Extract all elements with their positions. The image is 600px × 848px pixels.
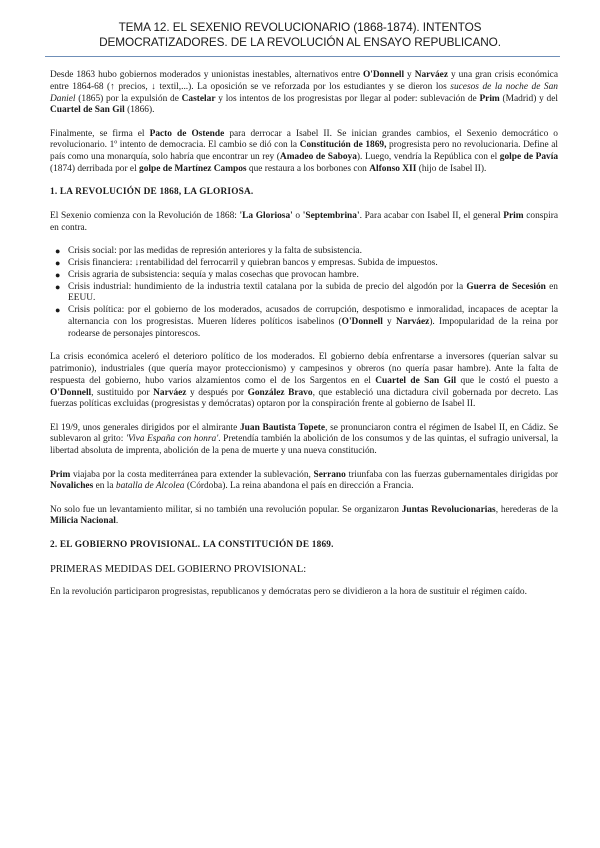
- title-line-1: TEMA 12. EL SEXENIO REVOLUCIONARIO (1868-1874). INTENTOS: [118, 20, 482, 34]
- title-divider: [45, 56, 560, 57]
- document-body: [50, 70, 558, 599]
- bullet-icon: ●: [55, 281, 61, 292]
- bullet-icon: ●: [55, 269, 61, 280]
- bullet-icon: ●: [55, 246, 61, 257]
- subheading-provisional-measures: PRIMERAS MEDIDAS DEL GOBIERNO PROVISIONAL:: [50, 563, 307, 575]
- list-item: ● Crisis financiera: ↓rentabilidad del ferrocarril y quiebran bancos y empresas. Subida de impuestos.: [55, 258, 438, 269]
- paragraph-1: Desde 1863 hubo gobiernos moderados y unionistas inestables, alternativos entre O'Donnell y Narváez y una gran crisis económica entre 1864-68 (↑ precios, ↓ textil,...). La oposición se ve reforzada por los estudiantes y se dieron los sucesos de la noche de San Daniel (1865) por la expulsión de Castelar y los intentos de los progresistas por llegar al poder: sublevación de Prim (Madrid) y del Cuartel de San Gil (1866).: [50, 70, 559, 116]
- paragraph-3: El Sexenio comienza con la Revolución de 1868: 'La Gloriosa' o 'Septembrina'. Para acabar con Isabel II, el general Prim conspira en contra.: [50, 211, 558, 233]
- section-heading-2: 2. EL GOBIERNO PROVISIONAL. LA CONSTITUCIÓN DE 1869.: [50, 539, 334, 550]
- list-item: ● Crisis agraria de subsistencia: sequía y malas cosechas que provocan hambre.: [55, 269, 359, 280]
- paragraph-2: Finalmente, se firma el Pacto de Ostende para derrocar a Isabel II. Se inician grandes cambios, el Sexenio democrático o revolucionario. 1º intento de democracia. El cambio se dió con la Constitución de 1869, progresista pero no revolucionaria. Define al país como una monarquía, solo habría que encontrar un rey (Amadeo de Saboya). Luego, vendría la República con el golpe de Pavía (1874) derribada por el golpe de Martínez Campos que restaura a los borbones con Alfonso XII (hijo de Isabel II).: [50, 128, 559, 175]
- page-title: [40, 20, 560, 50]
- paragraph-7: No solo fue un levantamiento militar, si no también una revolución popular. Se organizaron Juntas Revolucionarias, herederas de la Milicia Nacional.: [50, 504, 559, 527]
- crisis-list: [50, 246, 558, 340]
- section-heading-1: 1. LA REVOLUCIÓN DE 1868, LA GLORIOSA.: [50, 187, 254, 198]
- paragraph-5: El 19/9, unos generales dirigidos por el almirante Juan Bautista Topete, se pronunciaron contra el régimen de Isabel II, en Cádiz. Se sublevaron al grito: 'Viva España con honra'. Pretendía también la abolición de los consumos y de las quintas, el sufragio universal, la libertad absoluta de imprenta, abolición de la pena de muerte y una nueva constitución.: [50, 422, 558, 457]
- paragraph-6: Prim viajaba por la costa mediterránea para extender la sublevación, Serrano triunfaba con las fuerzas gubernamentales dirigidas por Novaliches en la batalla de Alcolea (Córdoba). La reina abandona el país en dirección a Francia.: [50, 469, 559, 492]
- bullet-icon: ●: [55, 305, 61, 316]
- bullet-icon: ●: [55, 258, 61, 269]
- title-line-2: DEMOCRATIZADORES. DE LA REVOLUCIÓN AL ENSAYO REPUBLICANO.: [99, 35, 501, 49]
- list-item: ● Crisis política: por el gobierno de los moderados, acusados de corrupción, despotismo e inmoralidad, incapaces de aceptar la alternancia con los progresistas. Mueren líderes políticos isabelinos (O'Donnell y Narváez). Impopularidad de la reina por rodearse de personajes pintorescos.: [55, 305, 558, 339]
- paragraph-8: En la revolución participaron progresistas, republicanos y demócratas pero se dividieron a la hora de sustituir el régimen caído.: [50, 587, 527, 598]
- list-item: ● Crisis social: por las medidas de represión anteriores y la falta de subsistencia.: [55, 246, 362, 257]
- paragraph-4: La crisis económica aceleró el deterioro político de los moderados. El gobierno debía enfrentarse a inversores (querían salvar su patrimonio), industriales (que quería mayor proteccionismo) y campesinos y obreros (no quería pasar hambre). Ante la falta de respuesta del gobierno, hubo varios alzamientos como el de los Sargentos en el Cuartel de San Gil que le costó el puesto a O'Donnell, sustituido por Narváez y después por González Bravo, que estableció una dictadura civil gobernada por decreto. Las fuerzas políticas excluidas (progresistas y demócratas) optaron por la conspiración frente al gobierno de Isabel II.: [50, 352, 558, 410]
- list-item: ● Crisis industrial: hundimiento de la industria textil catalana por la subida de precio del algodón por la Guerra de Secesión en EEUU.: [55, 281, 558, 304]
